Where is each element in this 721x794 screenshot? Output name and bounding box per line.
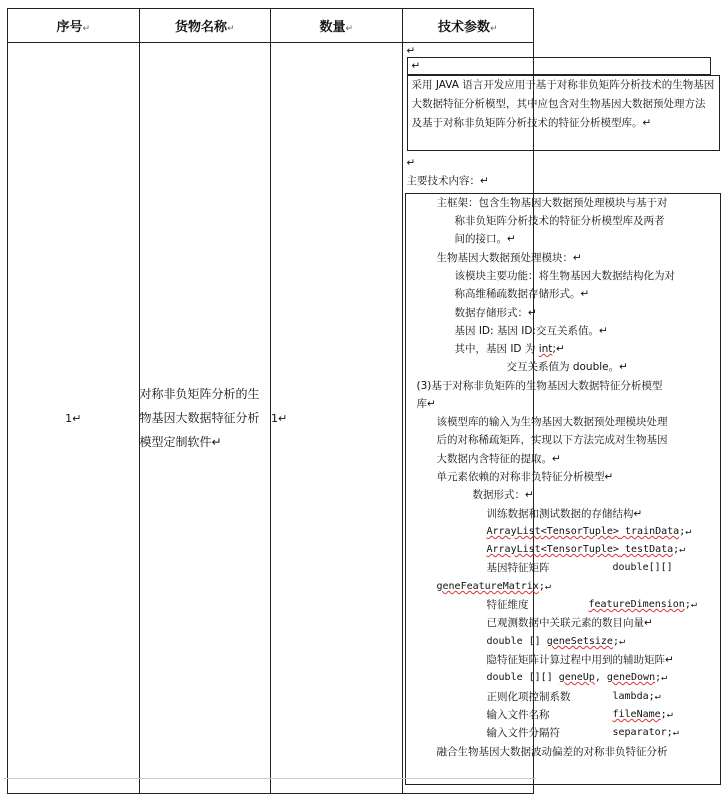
text-span: ;↵ [538,581,551,592]
header-tech-text: 技术参数 [437,20,490,35]
text-line: 称高维稀疏数据存储形式。↵ [454,288,590,300]
header-no [8,9,140,43]
main-content-title: 主要技术内容：↵ [406,175,489,187]
text-line: 融合生物基因大数据波动偏差的对称非负特征分析 [436,746,668,758]
text-span: <TensorTuple> [540,544,619,555]
text-line [487,524,692,540]
cell-qty: 1↵ [271,43,403,794]
text-line: 该模块主要功能：将生物基因大数据结构化为对 [454,270,675,282]
text-span: featureDimension [588,599,685,610]
text-line: 基因 ID: 基因 ID:交互关系值。↵ [454,325,608,337]
text-line: 数据形式：↵ [472,489,534,501]
cell-name: 对称非负矩阵分析的生物基因大数据特征分析模型定制软件↵ [139,43,271,794]
text-line: 主框架：包含生物基因大数据预处理模块与基于对 [436,197,668,209]
text-line: 该模型库的输入为生物基因大数据预处理模块处理 [436,416,668,428]
text-span: ;↵ [679,526,692,537]
text-span: ;↵ [673,544,686,555]
header-tech [402,9,534,43]
text-line [487,634,626,650]
text-line [487,542,686,558]
text-line: separator;↵ [612,727,679,738]
text-span: geneUp [558,672,595,683]
header-qty-text: 数量 [319,20,346,35]
text-span: , [594,672,607,683]
text-line: (3)基于对称非负矩阵的生物基因大数据特征分析模型 [416,380,663,392]
cell-no: 1↵ [8,43,140,794]
text-span: 其中，基因 ID 为 [454,343,539,355]
cell-tech [402,43,715,794]
text-line: 后的对称稀疏矩阵，实现以下方法完成对生物基因 [436,434,668,446]
text-line [613,707,673,723]
text-line: 交互关系值为 double。↵ [506,361,628,373]
header-no-text: 序号 [56,20,83,35]
text-span: double [][] [486,672,559,683]
paragraph-mark: ↵ [82,24,91,34]
text-line: 已观测数据中关联元素的数目向量↵ [486,617,653,629]
text-line: 正则化项控制系数 [486,691,571,703]
text-span: geneDown [606,672,656,683]
empty-frame [407,57,711,75]
text-span: ArrayList [486,526,541,537]
text-line: 称非负矩阵分析技术的特征分析模型库及两者 [454,215,665,227]
empty-paragraph-2: ↵ [406,157,416,169]
text-span: <TensorTuple> [540,526,619,537]
text-span: ;↵ [684,599,697,610]
intro-frame: 采用 JAVA 语言开发应用于基于对称非负矩阵分析技术的生物基因大数据特征分析模型，其中应包含对生物基因大数据预处理方法及基于对称非负矩阵分析技术的特征分析模型库。↵ [407,75,720,151]
page-bottom-rule [4,778,536,779]
text-line: 间的接口。↵ [454,233,516,245]
text-span: double [] [486,636,547,647]
text-line [437,579,551,595]
frame-mark: ↵ [411,60,421,72]
text-line: 训练数据和测试数据的存储结构↵ [486,508,643,520]
text-line: 隐特征矩阵计算过程中用到的辅助矩阵↵ [486,654,674,666]
paragraph-mark: ↵ [489,24,498,34]
text-line: 特征维度 [486,599,529,611]
empty-paragraph: ↵ [406,45,416,57]
text-line: 库↵ [416,398,436,410]
text-span: fileName [612,709,661,720]
text-line: 大数据内含特征的提取。↵ [436,453,561,465]
spec-table [7,8,715,794]
text-span: ;↵ [655,672,668,683]
text-span: geneSetsize [546,636,613,647]
header-row [8,9,534,43]
header-name-text: 货物名称 [174,20,227,35]
text-line: 输入文件分隔符 [486,727,560,739]
text-line: 单元素依赖的对称非负特征分析模型↵ [436,471,614,483]
paragraph-mark: ↵ [226,24,235,34]
text-span: testData [618,544,674,555]
text-line: 基因特征矩阵 [486,562,550,574]
text-line [487,670,668,686]
text-line: 生物基因大数据预处理模块：↵ [436,252,582,264]
text-span: int [538,343,553,355]
text-line: 数据存储形式：↵ [454,307,537,319]
text-line: 输入文件名称 [486,709,550,721]
table-row [8,43,534,794]
header-name [139,9,271,43]
text-line [589,597,697,613]
text-span: ;↵ [552,343,565,355]
text-line: lambda;↵ [612,691,661,702]
text-span: ;↵ [612,636,625,647]
text-span: trainData [618,526,680,537]
text-span: geneFeatureMatrix [436,581,539,592]
text-span: ;↵ [660,709,673,720]
text-line [455,341,565,357]
text-line: double[][] [612,562,673,573]
text-span: ArrayList [486,544,541,555]
paragraph-mark: ↵ [345,24,354,34]
header-qty [271,9,403,43]
